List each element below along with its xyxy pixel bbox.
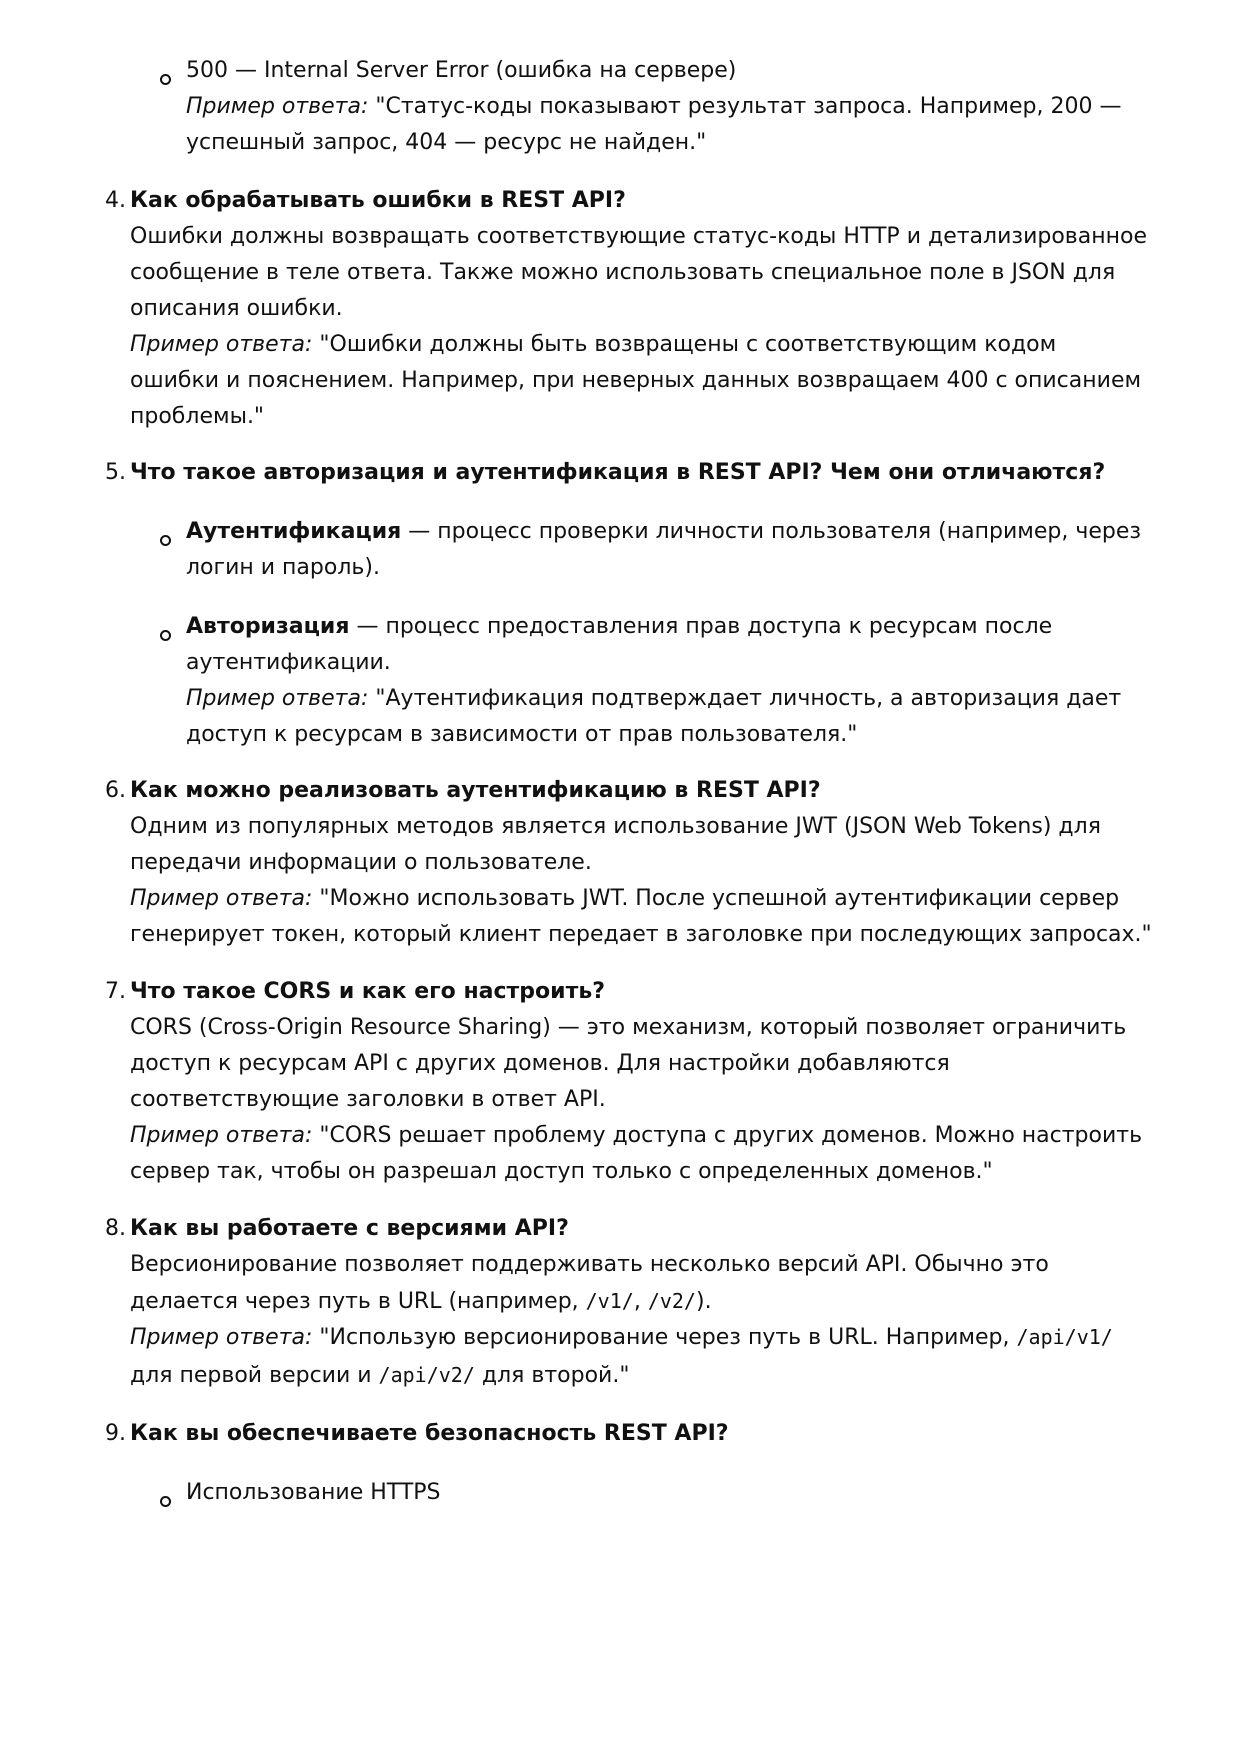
example-line: Пример ответа: "Можно использовать JWT. После успешной аутентификации сервер (130, 886, 1120, 911)
item-title: Что такое CORS и как его настроить? (130, 979, 605, 1004)
example-line: проблемы." (130, 404, 265, 429)
item-body: Ошибки должны возвращать соответствующие статус-коды HTTP и детализированное (130, 224, 1148, 249)
example-line: для первой версии и /api/v2/ для второй." (130, 1363, 630, 1388)
item-title: Как вы обеспечиваете безопасность REST API? (130, 1421, 729, 1446)
example-label: Пример ответа: (130, 886, 313, 911)
example-label: Пример ответа: (186, 686, 369, 711)
example-line: доступ к ресурсам в зависимости от прав пользователя." (186, 722, 858, 747)
inline-code: /v1/ (585, 1289, 634, 1313)
item-number: 4. (105, 188, 126, 213)
example-label: Пример ответа: (186, 94, 369, 119)
item-body: CORS (Cross-Origin Resource Sharing) — это механизм, который позволяет ограничить (130, 1015, 1127, 1040)
inline-code: /api/v1/ (1016, 1325, 1113, 1349)
item-title: Как вы работаете с версиями API? (130, 1216, 569, 1241)
bullet-icon (160, 1496, 171, 1507)
example-line: Пример ответа: "CORS решает проблему доступа с других доменов. Можно настроить (130, 1123, 1143, 1148)
example-line: Пример ответа: "Ошибки должны быть возвращены с соответствующим кодом (130, 332, 1057, 357)
item-body: доступ к ресурсам API с других доменов. Для настройки добавляются (130, 1051, 950, 1076)
bullet-text: логин и пароль). (186, 555, 380, 580)
item-number: 6. (105, 778, 126, 803)
example-label: Пример ответа: (130, 332, 313, 357)
item-body: Одним из популярных методов является использование JWT (JSON Web Tokens) для (130, 814, 1101, 839)
item-number: 7. (105, 979, 126, 1004)
bullet-text: Авторизация — процесс предоставления прав доступа к ресурсам после (186, 614, 1053, 639)
item-number: 8. (105, 1216, 126, 1241)
item-body: сообщение в теле ответа. Также можно использовать специальное поле в JSON для (130, 260, 1116, 285)
example-label: Пример ответа: (130, 1325, 313, 1350)
item-title: Как можно реализовать аутентификацию в REST API? (130, 778, 821, 803)
bullet-icon (160, 630, 171, 641)
example-line: ошибки и пояснением. Например, при неверных данных возвращаем 400 с описанием (130, 368, 1142, 393)
example-line: Пример ответа: "Статус-коды показывают результат запроса. Например, 200 — (186, 94, 1122, 119)
bullet-icon (160, 74, 171, 85)
example-line: сервер так, чтобы он разрешал доступ только с определенных доменов." (130, 1159, 993, 1184)
example-line: успешный запрос, 404 — ресурс не найден." (186, 130, 707, 155)
bullet-icon (160, 535, 171, 546)
item-body: делается через путь в URL (например, /v1/, /v2/). (130, 1289, 712, 1314)
item-body: Версионирование позволяет поддерживать несколько версий API. Обычно это (130, 1252, 1049, 1277)
item-body: передачи информации о пользователе. (130, 850, 592, 875)
item-body: соответствующие заголовки в ответ API. (130, 1087, 606, 1112)
bullet-text: 500 — Internal Server Error (ошибка на сервере) (186, 58, 737, 83)
bullet-text: Аутентификация — процесс проверки личности пользователя (например, через (186, 519, 1142, 544)
example-line: генерирует токен, который клиент передает в заголовке при последующих запросах." (130, 922, 1152, 947)
example-line: Пример ответа: "Аутентификация подтверждает личность, а авторизация дает (186, 686, 1122, 711)
example-line: Пример ответа: "Использую версионирование через путь в URL. Например, /api/v1/ (130, 1325, 1113, 1350)
inline-code: /v2/ (647, 1289, 696, 1313)
item-body: описания ошибки. (130, 296, 343, 321)
item-number: 9. (105, 1421, 126, 1446)
bullet-text: Использование HTTPS (186, 1480, 441, 1505)
bullet-text: аутентификации. (186, 650, 391, 675)
item-title: Что такое авторизация и аутентификация в REST API? Чем они отличаются? (130, 460, 1106, 485)
item-title: Как обрабатывать ошибки в REST API? (130, 188, 626, 213)
item-number: 5. (105, 460, 126, 485)
example-label: Пример ответа: (130, 1123, 313, 1148)
inline-code: /api/v2/ (378, 1363, 475, 1387)
